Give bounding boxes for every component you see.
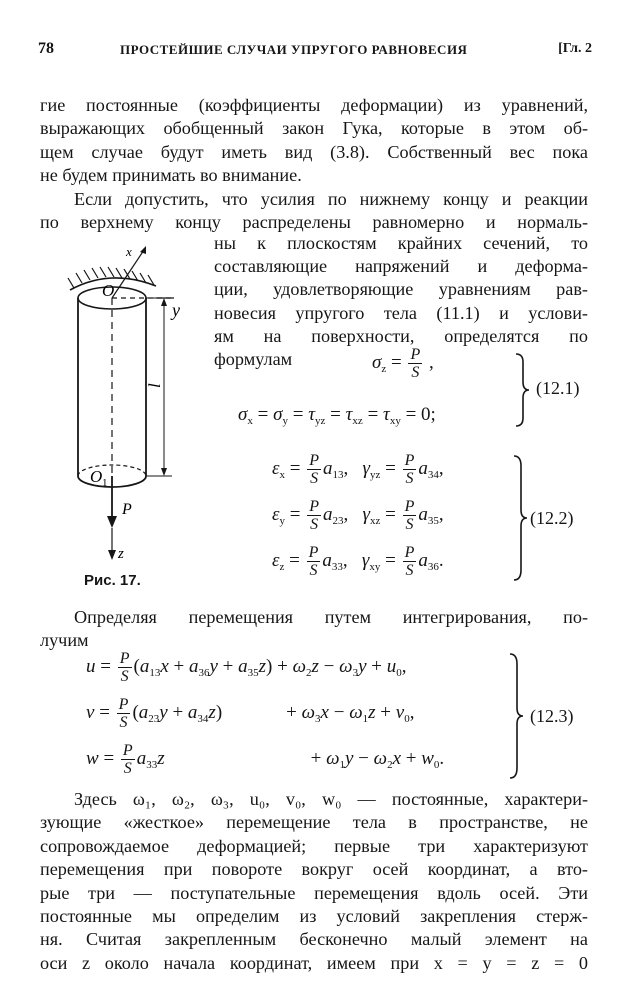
text-line: новесия упругого тела (11.1) и услови-: [214, 302, 588, 323]
equation-12-3-line-3: w = $\frac{P}{S}$ $a_{33}z + \omega_1y - \omega_2x + w_0$.: [86, 742, 445, 777]
axis-label-z: z: [118, 546, 124, 562]
length-label-l: l: [145, 383, 164, 388]
text-line: ям на поверхности, определятся по: [214, 325, 588, 346]
page-number: 78: [38, 40, 54, 57]
chapter-marker: [Гл. 2: [558, 41, 592, 56]
paragraph-3: [40, 606, 588, 653]
equation-number-12-2: (12.2): [530, 508, 574, 528]
text-line: составляющие напряжений и деформа-: [214, 256, 588, 277]
text-line: не будем принимать во внимание.: [40, 165, 302, 186]
axis-label-x: x: [126, 244, 132, 259]
text-line: Если допустить, что усилия по нижнему концу и реакции: [74, 189, 588, 209]
text-line: рые три — поступательные перемещения вдоль осей. Эти: [40, 882, 588, 903]
equation-12-2-line-1: $\varepsilon_x$ = $\frac{P}{S}$ $a_{13}$, $\gamma_{yz}$ = $\frac{P}{S}$ $a_{34}$,: [272, 452, 444, 487]
text-line: перемещения при повороте вокруг осей координат, а вто-: [40, 859, 588, 880]
text-line: оси z около начала координат, имеем при x = y = z = 0: [40, 952, 588, 973]
equation-12-2-line-2: $\varepsilon_y$ = $\frac{P}{S}$ $a_{23}$, $\gamma_{xz}$ = $\frac{P}{S}$ $a_{35}$,: [272, 498, 444, 533]
text-line: Здесь ω₁, ω₂, ω₃, u₀, v₀, w₀ — постоянные, характери-: [74, 789, 588, 809]
text-line: по верхнему концу распределены равномерно и нормаль-: [40, 212, 588, 233]
paragraph-4: [40, 788, 588, 975]
lower-origin-subscript: 1: [102, 477, 108, 489]
running-header: [38, 40, 592, 64]
force-label-p: P: [122, 501, 132, 518]
equation-12-1-line-2: $\sigma_x = \sigma_y = \tau_{yz} = \tau_{xz} = \tau_{xy} = 0$;: [238, 404, 436, 427]
brace-12-2: [512, 454, 528, 582]
text-line: Определяя перемещения путем интегрирования, по-: [74, 607, 588, 627]
text-line: постоянные мы определим из условий закрепления стерж-: [40, 905, 588, 926]
equation-number-12-3: (12.3): [530, 706, 574, 726]
text-line: лучим: [40, 630, 89, 651]
figure-caption: Рис. 17.: [84, 572, 141, 589]
axis-label-y: y: [172, 300, 180, 320]
text-line: сопровождаемое деформацией; первые три характеризуют: [40, 835, 588, 856]
text-line: ции, удовлетворяющие уравнениям рав-: [214, 279, 588, 300]
equation-number-12-1: (12.1): [536, 378, 580, 398]
origin-label: O: [102, 281, 115, 300]
text-line: формулам: [214, 348, 293, 369]
text-line: ны к плоскостям крайних сечений, то: [214, 233, 588, 253]
lower-origin-label: O: [90, 467, 103, 486]
equation-12-2-line-3: $\varepsilon_z$ = $\frac{P}{S}$ $a_{33}$, $\gamma_{xy}$ = $\frac{P}{S}$ $a_{36}$.: [272, 544, 444, 579]
text-line: выражающих обобщенный закон Гука, которые в этом об-: [40, 118, 588, 139]
running-title: ПРОСТЕЙШИЕ СЛУЧАИ УПРУГОГО РАВНОВЕСИЯ: [120, 42, 468, 57]
equation-12-3-line-1: u = $\frac{P}{S}$ $(a_{13}x + a_{36}y + a_{35}z) + \omega_2z - \omega_3y + u_0$,: [86, 650, 407, 685]
text-line: ня. Считая закрепленным бесконечно малый элемент на: [40, 929, 588, 950]
figure-17-cylinder: [60, 238, 200, 568]
text-line: зующие «жесткое» перемещение тела в пространстве, не: [40, 812, 588, 833]
text-line: щем случае будут иметь вид (3.8). Собственный вес пока: [40, 141, 588, 162]
paragraph-2: [40, 188, 588, 235]
brace-12-3: [508, 652, 524, 780]
brace-12-1: [514, 352, 530, 428]
equation-12-3-line-2: v = $\frac{P}{S}$ $(a_{23}y + a_{34}z) + \omega_3x - \omega_1z + v_0$,: [86, 696, 415, 731]
equation-12-1-line-1: $\sigma_z$ = $\frac{P}{S}$ ,: [372, 346, 434, 381]
paragraph-1: [40, 94, 588, 188]
text-line: гие постоянные (коэффициенты деформации) из уравнений,: [40, 95, 588, 115]
